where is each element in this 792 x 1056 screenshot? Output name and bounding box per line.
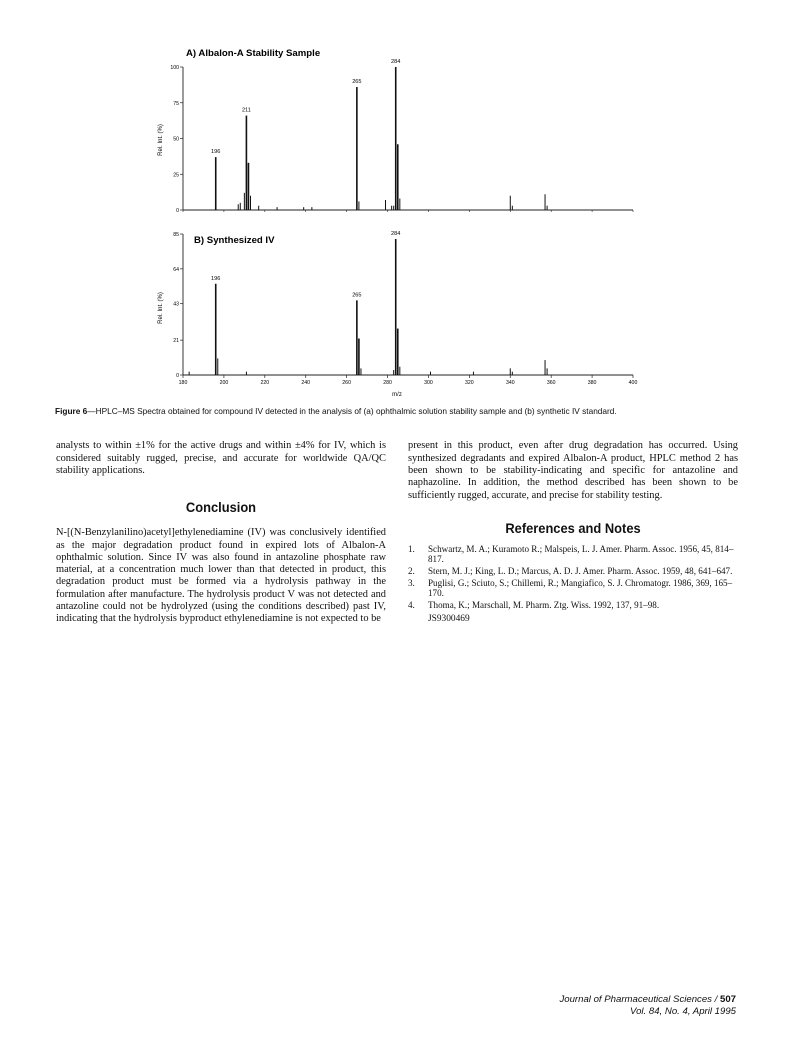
panel-b-peak-label: 196: [211, 275, 221, 282]
body-paragraph: present in this product, even after drug degradation has occurred. Using synthesized degradants and expired Albalon-A product, HPLC method 2 has been shown to be stability-indicating and specific for antazoline and naphazoline. In addition, the method described has been shown to be sufficiently rugged, accurate, and precise for stability testing.: [408, 440, 738, 501]
panel-b-x-tick-label: 360: [546, 380, 556, 386]
panel-a-y-axis-label: Rel. Int. (%): [158, 124, 164, 156]
figure-caption-label: Figure 6: [55, 406, 88, 416]
panel-b-y-tick-label: 0: [176, 373, 179, 379]
panel-a-y-tick-label: 100: [170, 65, 179, 71]
panel-a-peak-label: 196: [211, 149, 221, 156]
panel-b-x-tick-label: 180: [178, 380, 188, 386]
panel-b-y-tick-label: 21: [173, 338, 179, 345]
panel-a-y-tick-label: 50: [173, 136, 179, 143]
figure-6-spectra: [0, 0, 792, 400]
reference-list: [408, 544, 738, 611]
panel-b-x-tick-label: 280: [383, 380, 392, 386]
page-number: 507: [719, 994, 736, 1005]
panel-b-y-tick-label: 43: [173, 301, 179, 308]
panel-a-y-tick-label: 75: [173, 100, 179, 107]
panel-b-x-tick-label: 340: [505, 380, 515, 386]
panel-a-peak-label: 265: [352, 79, 362, 86]
footer-journal-line: Journal of Pharmaceutical Sciences / 507: [559, 994, 736, 1005]
volume-issue: Vol. 84, No. 4, April 1995: [630, 1006, 736, 1017]
panel-b-x-tick-label: 380: [587, 380, 597, 386]
left-column: [56, 430, 386, 636]
panel-b-peak-label: 265: [352, 292, 362, 299]
panel-b-x-tick-label: 260: [342, 380, 351, 386]
reference-item: 2. Stern, M. J.; King, L. D.; Marcus, A. D. J. Amer. Pharm. Assoc. 1959, 48, 641–647.: [408, 566, 733, 577]
panel-b-y-tick-label: 85: [173, 232, 179, 238]
panel-a-peak-label: 284: [391, 59, 401, 65]
panel-b-x-tick-label: 220: [260, 380, 270, 386]
x-axis-label: m/z: [392, 392, 402, 398]
panel-a-title: A) Albalon-A Stability Sample: [186, 48, 321, 59]
right-column: [408, 430, 738, 624]
conclusion-heading: Conclusion: [185, 499, 257, 516]
panel-b-y-axis-label: Rel. Int. (%): [158, 292, 164, 324]
panel-a-y-tick-label: 25: [173, 172, 179, 179]
panel-b-y-tick-label: 64: [173, 266, 179, 273]
panel-b-x-tick-label: 200: [219, 380, 229, 386]
panel-b-x-tick-label: 320: [465, 380, 474, 386]
references-heading: References and Notes: [505, 519, 641, 536]
panel-a-peak-label: 211: [241, 107, 251, 114]
panel-b-title: B) Synthesized IV: [194, 235, 275, 246]
panel-b-x-tick-label: 400: [628, 380, 638, 386]
page-footer: [559, 994, 736, 1018]
figure-caption-text: —HPLC–MS Spectra obtained for compound IV detected in the analysis of (a) ophthalmic solution stability sample and (b) synthetic IV standard.: [87, 406, 617, 416]
reference-item: 1. Schwartz, M. A.; Kuramoto R.; Malspeis, L. J. Amer. Pharm. Assoc. 1956, 45, 814–817.: [408, 543, 734, 565]
panel-a-y-tick-label: 0: [176, 208, 179, 214]
panel-b-x-tick-label: 300: [424, 380, 433, 386]
journal-name: Journal of Pharmaceutical Sciences: [559, 994, 712, 1005]
panel-b-x-tick-label: 240: [301, 380, 311, 386]
figure-caption: [55, 406, 617, 417]
reference-item: 3. Puglisi, G.; Sciuto, S.; Chillemi, R.; Mangiafico, S. J. Chromatogr. 1986, 369, 165–170.: [408, 577, 733, 599]
body-paragraph: analysts to within ±1% for the active drugs and within ±4% for IV, which is considered suitably rugged, precise, and accurate for worldwide QA/QC stability applications.: [56, 440, 386, 476]
spectrum-panel-a: [158, 48, 633, 214]
accession-code: JS9300469: [428, 614, 470, 625]
conclusion-paragraph: N-[(N-Benzylanilino)acetyl]ethylenediamine (IV) was conclusively identified as the major degradation product found in expired lots of Albalon-A ophthalmic solution. Since IV was also found in antazoline phosphate raw material, at a concentration much lower than that detected in product, this degradation product must be formed via a hydrolysis pathway in the formulation after manufacture. The hydrolysis product V was not detected and antazoline could not be hydrolyzed (using the conditions described) past IV, indicating that the hydrolysis byproduct ethylenediamine is not expected to be: [56, 527, 386, 625]
reference-item: 4. Thoma, K.; Marschall, M. Pharm. Ztg. Wiss. 1992, 137, 91–98.: [408, 599, 660, 610]
spectrum-panel-b: [158, 231, 637, 386]
panel-b-peak-label: 284: [391, 230, 401, 237]
